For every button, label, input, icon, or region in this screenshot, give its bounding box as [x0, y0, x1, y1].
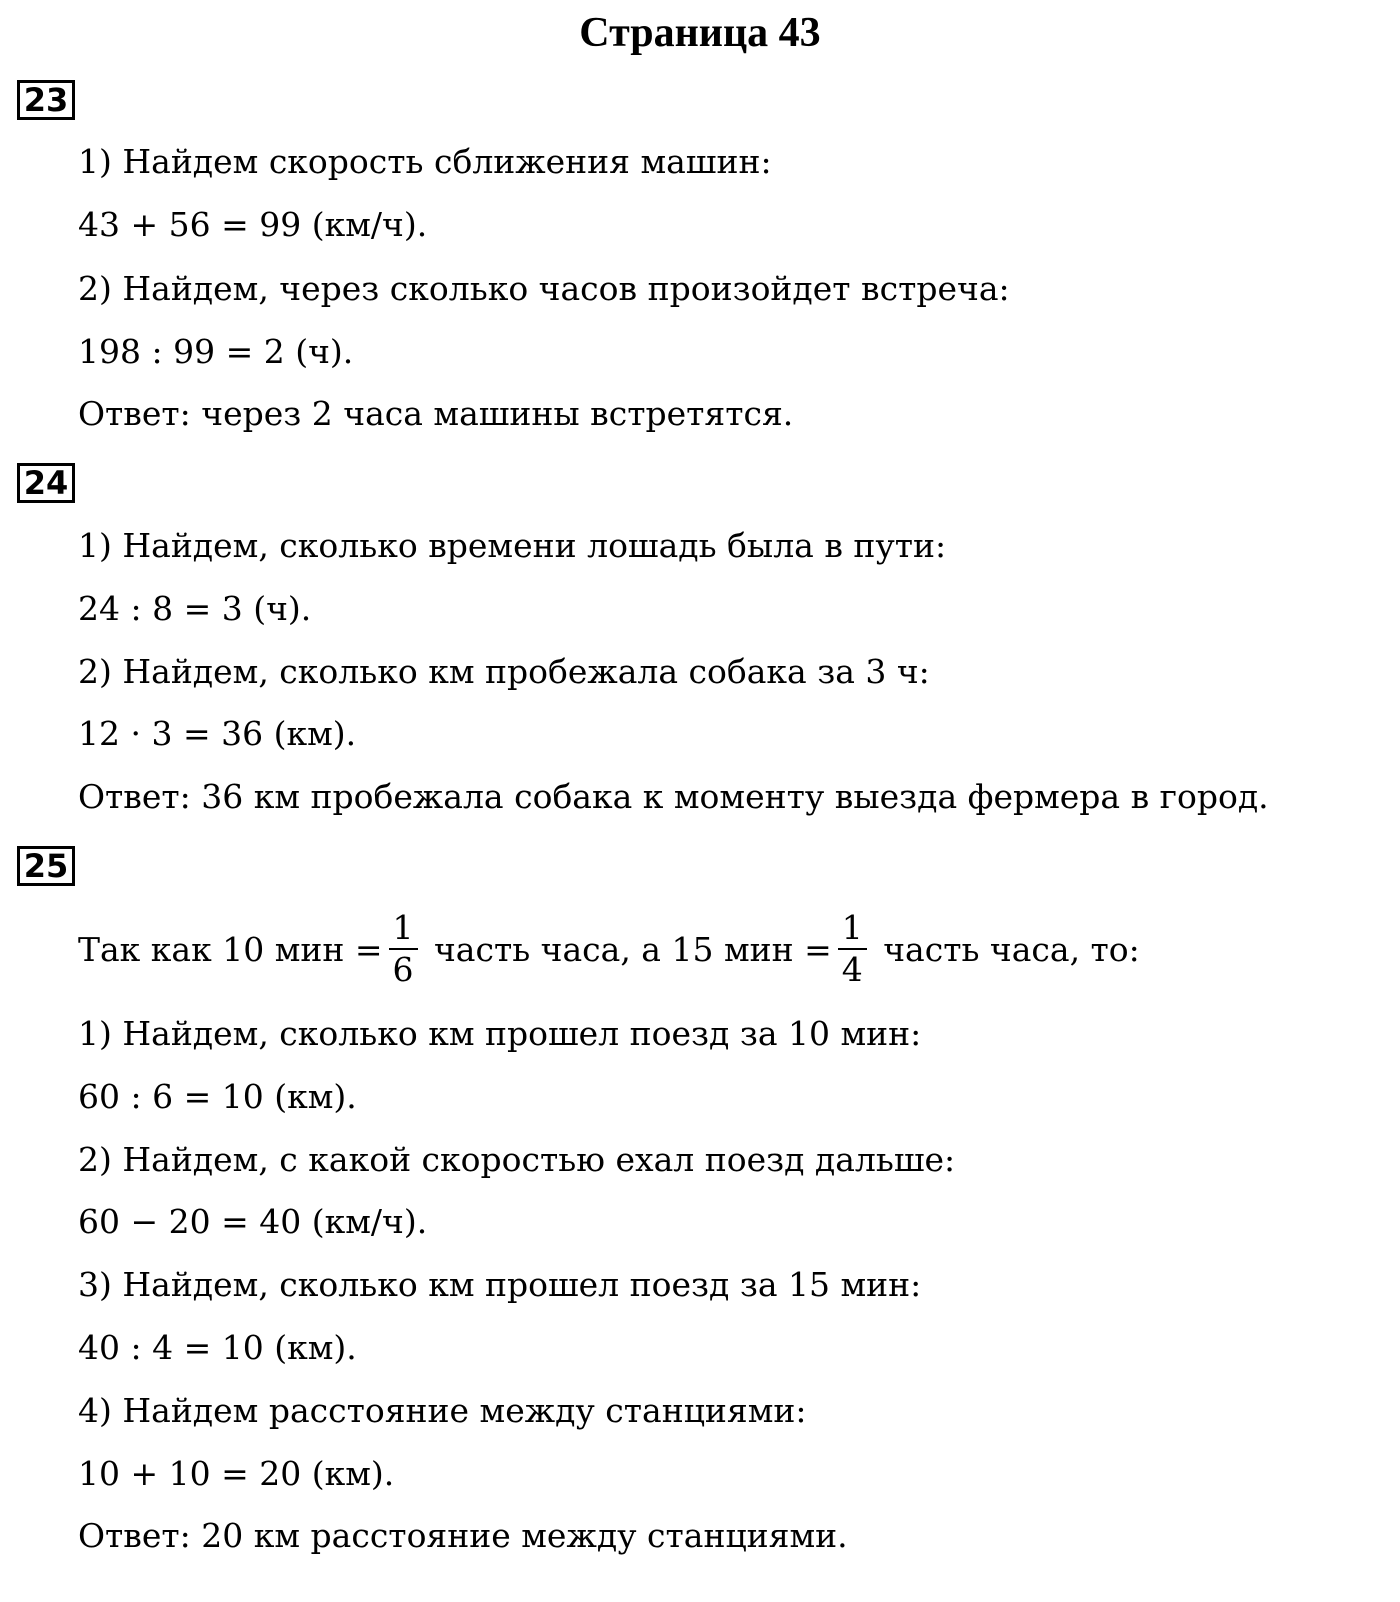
task-25-intro — [78, 905, 1140, 995]
task-23-line-3: 2) Найдем, через сколько часов произойдет встреча: — [78, 269, 1010, 308]
task-23-line-1: 1) Найдем скорость сближения машин: — [78, 142, 772, 181]
task-number-24: 24 — [17, 463, 75, 503]
intro-text-1: Так как 10 мин = — [78, 930, 383, 969]
task-25-line-1: 1) Найдем, сколько км прошел поезд за 10 мин: — [78, 1014, 922, 1053]
task-25-answer: Ответ: 20 км расстояние между станциями. — [78, 1516, 848, 1555]
task-23-line-4: 198 : 99 = 2 (ч). — [78, 332, 354, 371]
fraction-numerator: 1 — [838, 908, 867, 950]
task-24-line-3: 2) Найдем, сколько км пробежала собака за 3 ч: — [78, 652, 930, 691]
task-25-line-3: 2) Найдем, с какой скоростью ехал поезд дальше: — [78, 1140, 956, 1179]
intro-text-2: часть часа, а 15 мин = — [423, 930, 832, 969]
task-24-answer: Ответ: 36 км пробежала собака к моменту выезда фермера в город. — [78, 777, 1269, 816]
task-23-answer: Ответ: через 2 часа машины встретятся. — [78, 394, 794, 433]
fraction-denominator: 4 — [841, 950, 863, 989]
intro-text-3: часть часа, то: — [872, 930, 1140, 969]
task-23-line-2: 43 + 56 = 99 (км/ч). — [78, 205, 428, 244]
task-25-line-6: 40 : 4 = 10 (км). — [78, 1328, 357, 1367]
fraction-numerator: 1 — [389, 908, 418, 950]
task-number-23: 23 — [17, 80, 75, 120]
task-number-25: 25 — [17, 846, 75, 886]
fraction-one-quarter — [838, 908, 867, 990]
task-24-line-1: 1) Найдем, сколько времени лошадь была в пути: — [78, 526, 947, 565]
task-25-line-4: 60 − 20 = 40 (км/ч). — [78, 1202, 428, 1241]
task-24-line-4: 12 · 3 = 36 (км). — [78, 714, 357, 753]
page-title: Страница 43 — [579, 10, 821, 56]
fraction-one-sixth — [389, 908, 418, 990]
task-25-line-8: 10 + 10 = 20 (км). — [78, 1454, 395, 1493]
task-24-line-2: 24 : 8 = 3 (ч). — [78, 589, 312, 628]
task-25-line-5: 3) Найдем, сколько км прошел поезд за 15 мин: — [78, 1265, 922, 1304]
fraction-denominator: 6 — [392, 950, 414, 989]
task-25-line-2: 60 : 6 = 10 (км). — [78, 1077, 357, 1116]
task-25-line-7: 4) Найдем расстояние между станциями: — [78, 1391, 807, 1430]
